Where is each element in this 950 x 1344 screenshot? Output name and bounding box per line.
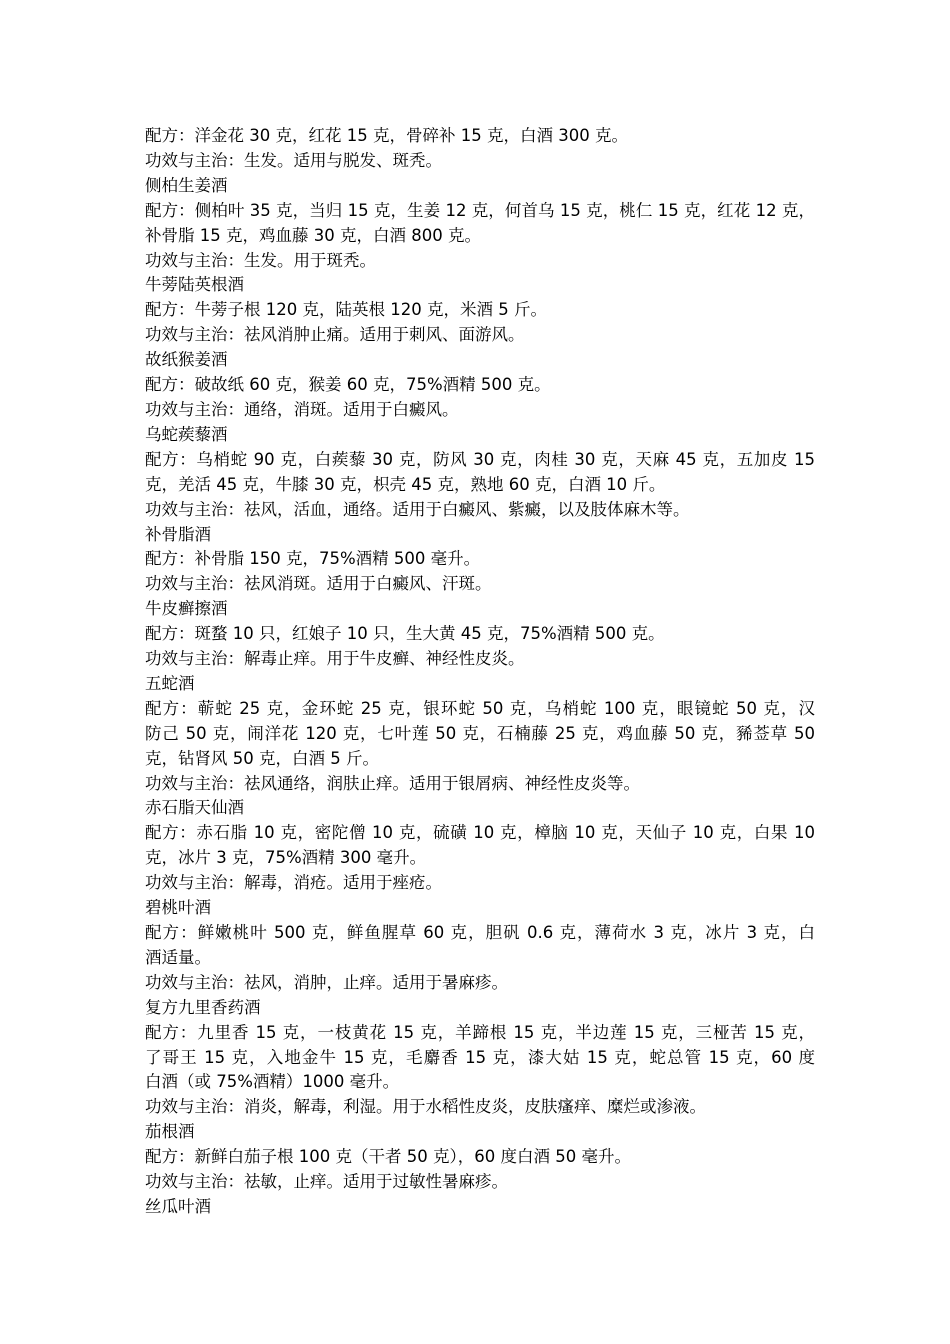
text-line: 补骨脂 15 克，鸡血藤 30 克，白酒 800 克。 <box>145 225 481 245</box>
text-line: 克，冰片 3 克，75%酒精 300 毫升。 <box>145 848 427 868</box>
text-line: 功效与主治：生发。适用与脱发、斑秃。 <box>145 150 442 170</box>
text-line: 功效与主治：祛敏，止痒。适用于过敏性暑麻疹。 <box>145 1172 508 1192</box>
text-line: 了哥王 15 克，入地金牛 15 克，毛麝香 15 克，漆大姑 15 克，蛇总管 15 克，60 度 <box>145 1047 815 1067</box>
text-line: 功效与主治：生发。用于斑秃。 <box>145 250 376 270</box>
text-line: 配方：九里香 15 克，一枝黄花 15 克，羊蹄根 15 克，半边莲 15 克，三桠苦 15 克， <box>145 1022 815 1042</box>
text-line: 克，钻肾风 50 克，白酒 5 斤。 <box>145 748 379 768</box>
text-line: 牛蒡陆英根酒 <box>145 275 244 295</box>
text-line: 防己 50 克，闹洋花 120 克，七叶莲 50 克，石楠藤 25 克，鸡血藤 50 克，豨莶草 50 <box>145 723 815 743</box>
text-line: 克，羌活 45 克，牛膝 30 克，枳壳 45 克，熟地 60 克，白酒 10 斤。 <box>145 474 666 494</box>
text-line: 五蛇酒 <box>145 673 195 693</box>
text-line: 茄根酒 <box>145 1122 195 1142</box>
text-line: 功效与主治：祛风，消肿，止痒。适用于暑麻疹。 <box>145 972 508 992</box>
text-line: 配方：牛蒡子根 120 克，陆英根 120 克，米酒 5 斤。 <box>145 300 547 320</box>
text-line: 酒适量。 <box>145 947 211 967</box>
text-line: 功效与主治：解毒，消疮。适用于痤疮。 <box>145 873 442 893</box>
text-line: 乌蛇蒺藜酒 <box>145 424 228 444</box>
text-line: 配方：鲜嫩桃叶 500 克，鲜鱼腥草 60 克，胆矾 0.6 克，薄荷水 3 克，冰片 3 克，白 <box>145 923 815 942</box>
text-line: 丝瓜叶酒 <box>145 1196 211 1216</box>
text-line: 赤石脂天仙酒 <box>145 798 244 818</box>
text-line: 配方：斑蝥 10 只，红娘子 10 只，生大黄 45 克，75%酒精 500 克。 <box>145 624 665 644</box>
text-line: 功效与主治：祛风通络，润肤止痒。适用于银屑病、神经性皮炎等。 <box>145 773 640 793</box>
text-line: 配方：乌梢蛇 90 克，白蒺藜 30 克，防风 30 克，肉桂 30 克，天麻 45 克，五加皮 15 <box>145 449 815 469</box>
text-line: 牛皮癣擦酒 <box>145 599 228 619</box>
text-line: 功效与主治：祛风，活血，通络。适用于白癜风、紫癜，以及肢体麻木等。 <box>145 499 690 519</box>
text-line: 配方：赤石脂 10 克，密陀僧 10 克，硫磺 10 克，樟脑 10 克，天仙子 10 克，白果 10 <box>145 823 815 843</box>
text-line: 复方九里香药酒 <box>145 997 261 1017</box>
text-line: 功效与主治：通络，消斑。适用于白癜风。 <box>145 399 459 419</box>
text-line: 白酒（或 75%酒精）1000 毫升。 <box>145 1072 400 1092</box>
text-line: 配方：新鲜白茄子根 100 克（干者 50 克），60 度白酒 50 毫升。 <box>145 1147 631 1167</box>
text-line: 配方：蕲蛇 25 克，金环蛇 25 克，银环蛇 50 克，乌梢蛇 100 克，眼镜蛇 50 克，汉 <box>145 698 815 718</box>
text-line: 碧桃叶酒 <box>145 898 211 918</box>
text-line: 配方：补骨脂 150 克，75%酒精 500 毫升。 <box>145 549 481 569</box>
text-line: 配方：破故纸 60 克，猴姜 60 克，75%酒精 500 克。 <box>145 375 551 395</box>
text-line: 功效与主治：消炎，解毒，利湿。用于水稻性皮炎，皮肤瘙痒、糜烂或渗液。 <box>145 1097 706 1117</box>
document-body <box>145 124 815 1220</box>
text-line: 故纸猴姜酒 <box>145 350 228 370</box>
text-line: 功效与主治：祛风消斑。适用于白癜风、汗斑。 <box>145 574 492 594</box>
text-line: 功效与主治：祛风消肿止痛。适用于刺风、面游风。 <box>145 325 525 345</box>
text-line: 配方：洋金花 30 克，红花 15 克，骨碎补 15 克，白酒 300 克。 <box>145 126 628 145</box>
text-line: 侧柏生姜酒 <box>145 175 228 195</box>
text-line: 补骨脂酒 <box>145 524 211 544</box>
text-line: 功效与主治：解毒止痒。用于牛皮癣、神经性皮炎。 <box>145 649 525 669</box>
text-line: 配方：侧柏叶 35 克，当归 15 克，生姜 12 克，何首乌 15 克，桃仁 15 克，红花 12 克， <box>145 200 815 220</box>
